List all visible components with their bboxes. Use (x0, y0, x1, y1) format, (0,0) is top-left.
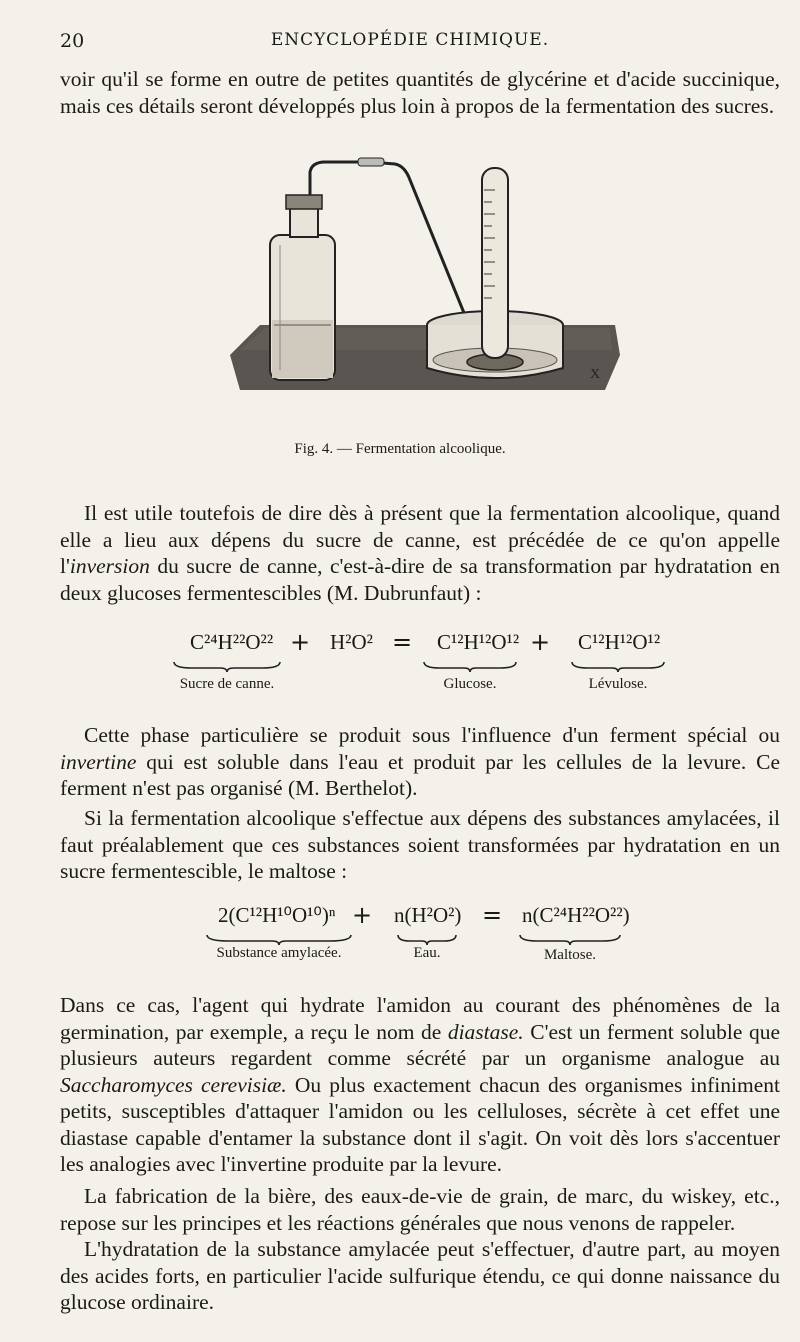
plus-sign-2: + (530, 628, 551, 656)
paragraph-beer: La fabrication de la bière, des eaux-de-vie de grain, de marc, du wiskey, etc., repose sur les principes et les réactions générales que nous venons de rappeler. (60, 1184, 780, 1235)
figure-mark: X (590, 367, 601, 382)
brace-sucrose (172, 660, 282, 672)
brace-glucose (422, 660, 518, 672)
label-levulose: Lévulose. (588, 676, 648, 692)
equals-sign: = (392, 628, 413, 656)
label-sucrose: Sucre de canne. (179, 676, 275, 692)
plus-sign: + (290, 628, 311, 656)
equation-maltose (0, 903, 800, 973)
brace-maltose (518, 933, 622, 945)
formula-starch: 2(C¹²H¹⁰O¹⁰)ⁿ (218, 903, 336, 927)
formula-glucose: C¹²H¹²O¹² (437, 630, 520, 654)
label-glucose: Glucose. (443, 676, 497, 692)
formula-water: H²O² (330, 630, 373, 654)
brace-levulose (570, 660, 666, 672)
formula-water-n: n(H²O²) (394, 903, 462, 927)
brace-starch (205, 933, 353, 945)
paragraph-diastase: Dans ce cas, l'agent qui hydrate l'amidon au courant des phénomènes de la germination, par exemple, a reçu le nom de diastase. C'est un ferment soluble que plusieurs auteurs regardent comme sécrété par un organisme analogue au Saccharomyces cerevisiæ. Ou plus exactement chacun des organismes infiniment petits, susceptibles d'attaquer l'amidon ou les celluloses, sécrète à cet effet une diastase capable d'entamer la substance dont il s'agit. On voit dès lors s'accentuer les analogies avec l'invertine produite par la levure. (60, 993, 780, 1176)
label-water: Eau. (413, 945, 441, 961)
formula-sucrose: C²⁴H²²O²² (190, 630, 274, 654)
equals-sign: = (482, 901, 503, 929)
brace-water (396, 933, 458, 945)
fermentation-apparatus-illustration (220, 150, 640, 400)
figure-caption: Fig. 4. — Fermentation alcoolique. (294, 441, 506, 457)
running-title: ENCYCLOPÉDIE CHIMIQUE. (270, 30, 550, 50)
paragraph-intro: voir qu'il se forme en outre de petites quantités de glycérine et d'acide succinique, mais ces détails seront développés plus loin à propos de la fermentation des sucres. (60, 67, 780, 118)
plus-sign: + (352, 901, 373, 929)
formula-maltose: n(C²⁴H²²O²²) (522, 903, 630, 927)
paragraph-acids: L'hydratation de la substance amylacée peut s'effectuer, d'autre part, au moyen des acides forts, en particulier l'acide sulfurique étendu, ce qui donne naissance du glucose ordinaire. (60, 1237, 780, 1314)
paragraph-amylaceous: Si la fermentation alcoolique s'effectue aux dépens des substances amylacées, il faut préalablement que ces substances soient transformées par hydratation en un sucre fermentescible, le maltose : (60, 806, 780, 883)
formula-levulose: C¹²H¹²O¹² (578, 630, 661, 654)
paragraph-invertine: Cette phase particulière se produit sous l'influence d'un ferment spécial ou invertine qui est soluble dans l'eau et produit par les cellules de la levure. Ce ferment n'est pas organisé (M. Berthelot). (60, 723, 780, 800)
equation-inversion (0, 630, 800, 700)
label-maltose: Maltose. (543, 947, 597, 963)
page-header (60, 30, 760, 56)
page-number: 20 (60, 30, 85, 52)
apparatus-drawing (220, 150, 640, 400)
paragraph-inversion: Il est utile toutefois de dire dès à présent que la fermentation alcoolique, quand elle a lieu aux dépens du sucre de canne, est précédée de ce qu'on appelle l'inversion du sucre de canne, c'est-à-dire de sa transformation par hydratation en deux glucoses fermentescibles (M. Dubrunfaut) : (60, 501, 780, 605)
label-starch: Substance amylacée. (216, 945, 342, 961)
